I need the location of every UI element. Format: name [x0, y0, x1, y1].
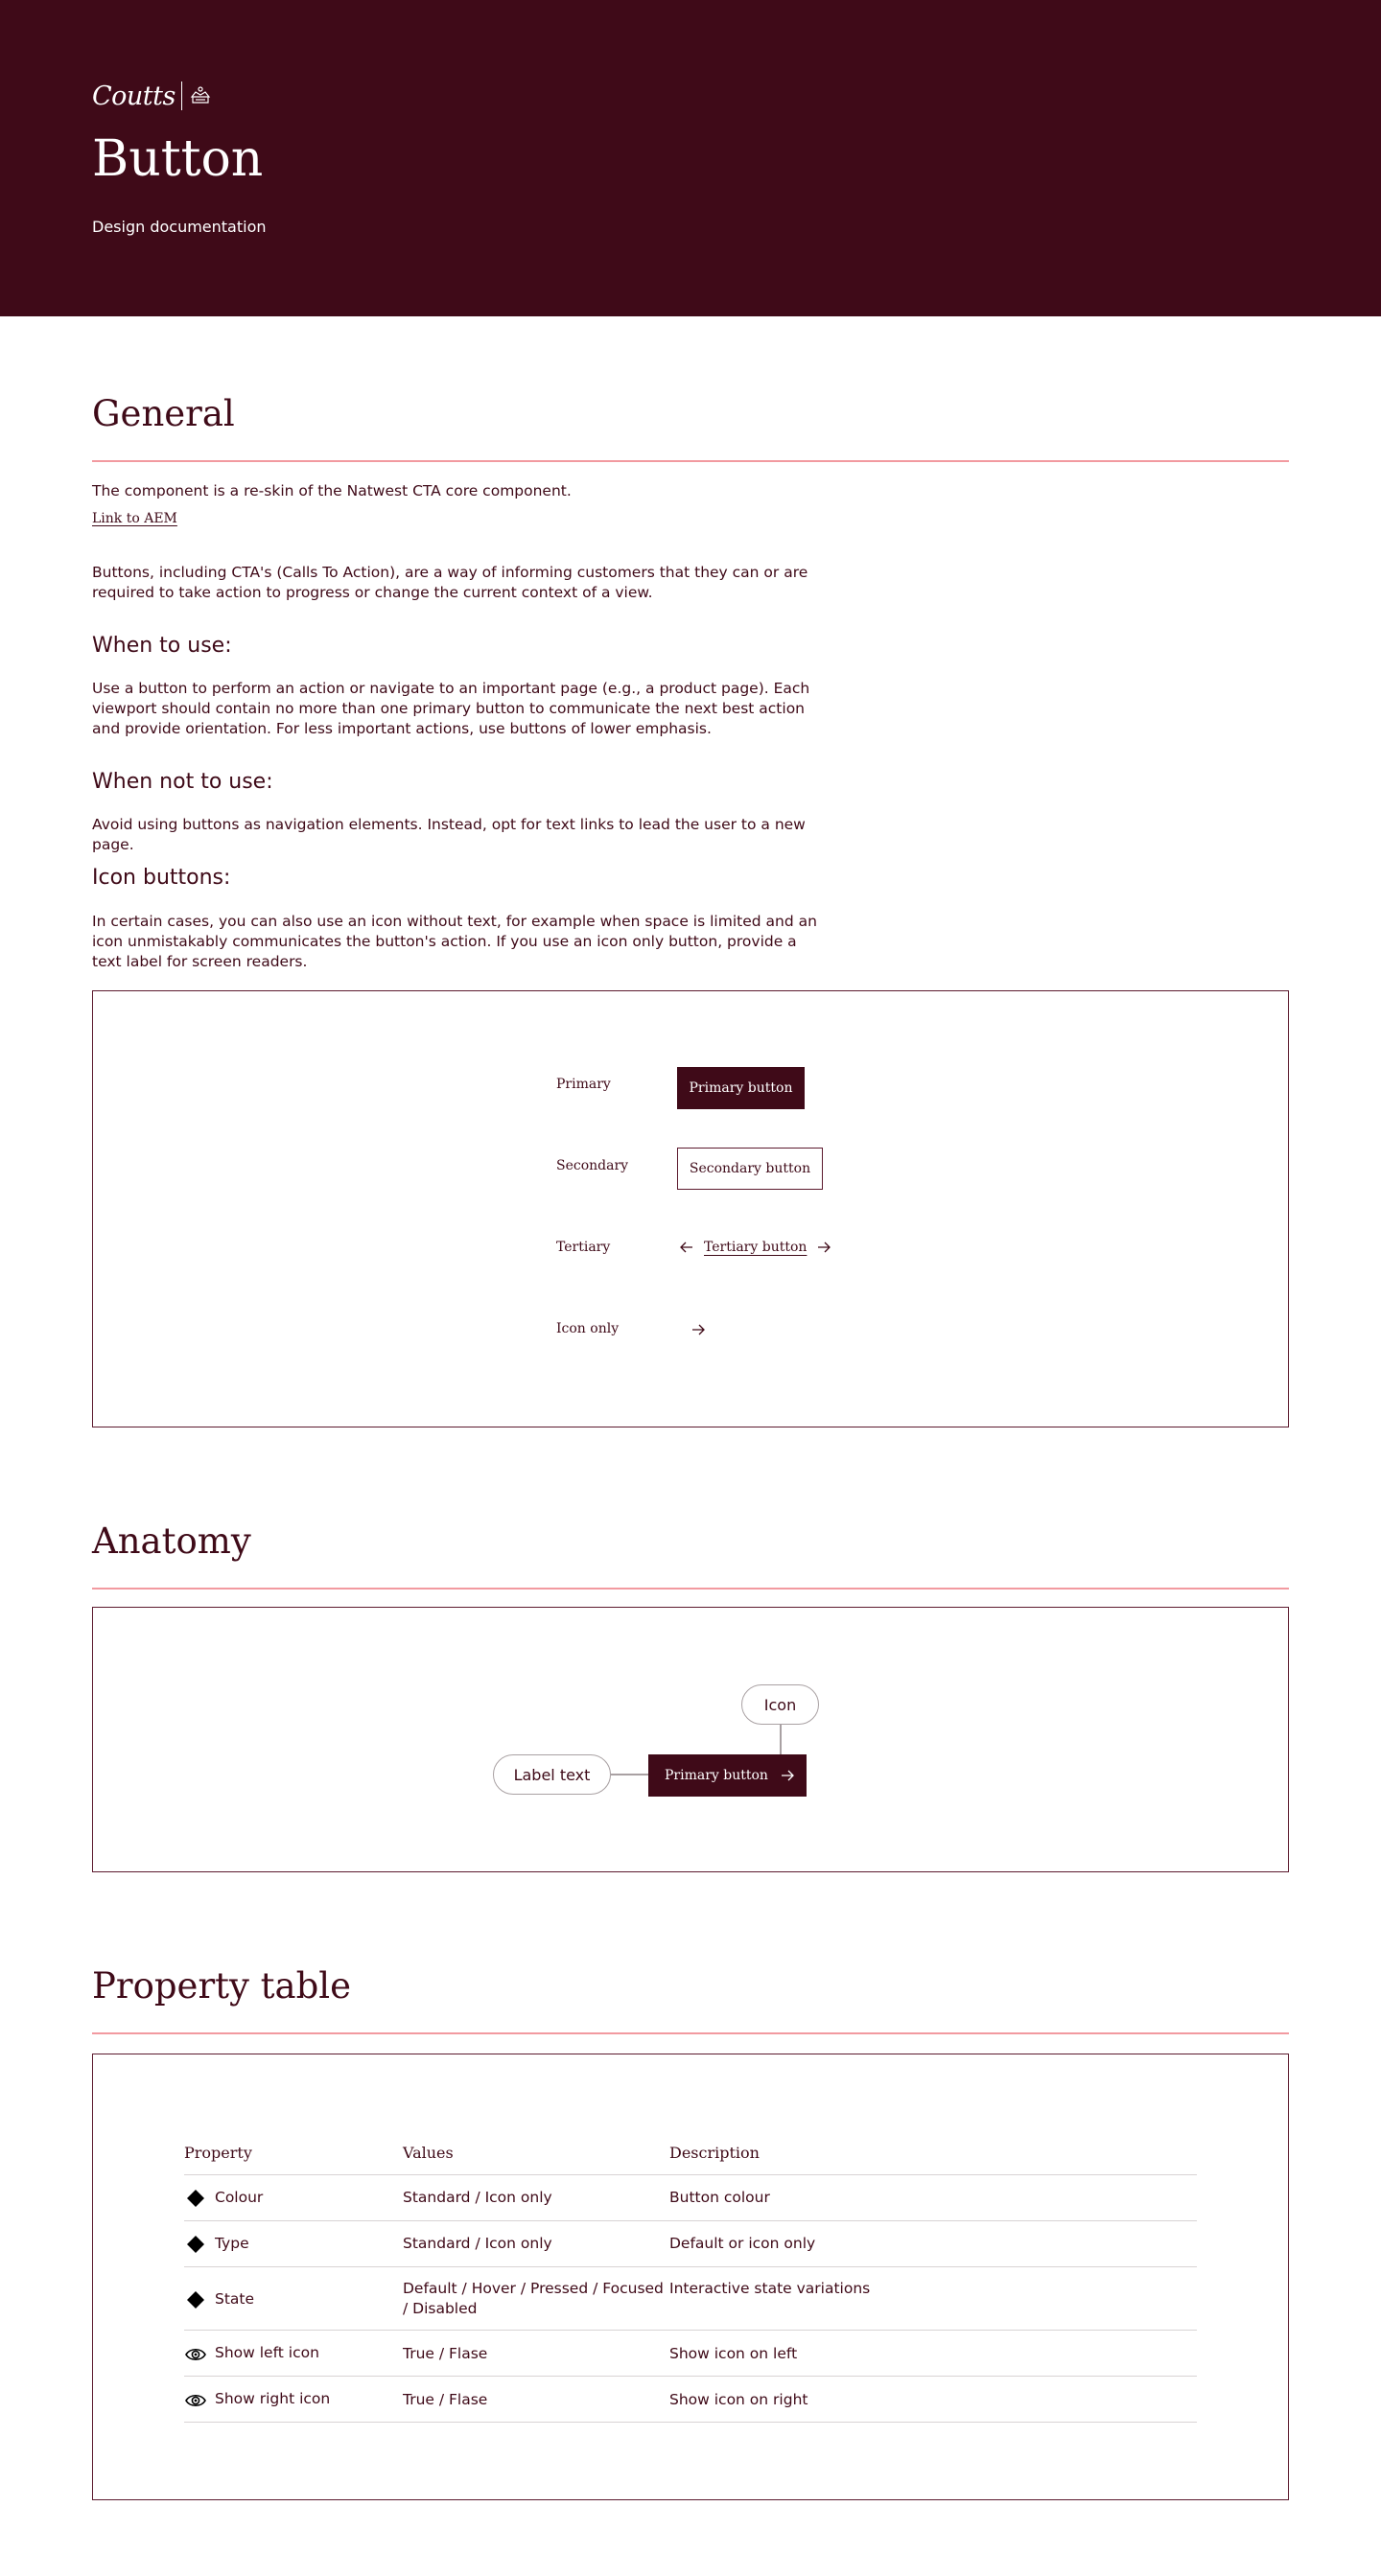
column-header-values: Values [403, 2144, 454, 2162]
table-row-divider [184, 2376, 1197, 2377]
table-cell-description: Default or icon only [669, 2235, 816, 2252]
table-cell-description: Interactive state variations [669, 2280, 871, 2297]
table-cell-property: State [215, 2290, 255, 2308]
section-divider [92, 2032, 1289, 2034]
property-table-panel [92, 2054, 1289, 2500]
when-to-use-text: Use a button to perform an action or navigate to an important page (e.g., a product page). Each viewport should contain no more than one primary button to communicate the next best action and provide orientation. For less important actions, use buttons of lower emphasis. [92, 680, 810, 737]
column-header-property: Property [184, 2144, 252, 2162]
hero-banner [0, 0, 1381, 316]
anatomy-panel [92, 1607, 1289, 1872]
table-cell-property: Show right icon [215, 2390, 331, 2407]
section-title-general: General [92, 393, 235, 434]
primary-button[interactable]: Primary button [677, 1067, 805, 1109]
icon-connector-line [780, 1725, 782, 1754]
when-to-use-heading: When to use: [92, 634, 232, 658]
intro-text: The component is a re-skin of the Natwest CTA core component. [92, 482, 572, 499]
section-divider [92, 1588, 1289, 1590]
anatomy-button-label: Primary button [665, 1768, 768, 1783]
tertiary-button[interactable] [679, 1240, 831, 1255]
crest-icon [188, 83, 213, 108]
aem-link[interactable]: Link to AEM [92, 511, 177, 526]
section-title-property-table: Property table [92, 1965, 352, 2007]
icon-only-example-label: Icon only [556, 1321, 620, 1336]
arrow-right-icon [780, 1768, 795, 1783]
brand-wordmark: Coutts [92, 81, 176, 111]
diamond-icon [186, 2235, 205, 2254]
eye-icon [185, 2345, 206, 2364]
icon-buttons-heading: Icon buttons: [92, 866, 231, 890]
when-not-to-use-heading: When not to use: [92, 770, 273, 794]
logo-divider [181, 81, 182, 110]
primary-example-label: Primary [556, 1077, 611, 1092]
table-row-divider [184, 2422, 1197, 2423]
arrow-left-icon [679, 1240, 694, 1255]
description-text: Buttons, including CTA's (Calls To Action), are a way of informing customers that they can or are required to take action to progress or change the current context of a view. [92, 564, 808, 601]
diamond-icon [186, 2189, 205, 2208]
anatomy-primary-button [648, 1754, 807, 1797]
table-cell-values: Standard / Icon only [403, 2189, 552, 2206]
secondary-example-label: Secondary [556, 1158, 629, 1173]
table-cell-values: True / Flase [403, 2345, 488, 2362]
page-title: Button [92, 130, 264, 188]
section-divider [92, 460, 1289, 462]
table-cell-values: Default / Hover / Pressed / Focused / Disabled [403, 2280, 664, 2317]
section-title-anatomy: Anatomy [92, 1520, 251, 1562]
arrow-right-icon [690, 1322, 706, 1337]
tertiary-button-label: Tertiary button [704, 1240, 808, 1255]
table-cell-description: Show icon on left [669, 2345, 798, 2362]
brand-logo[interactable] [92, 81, 213, 111]
label-connector-line [611, 1774, 648, 1775]
icon-only-button[interactable] [689, 1320, 708, 1339]
icon-callout: Icon [741, 1684, 819, 1725]
table-cell-property: Show left icon [215, 2344, 319, 2361]
when-not-to-use-text: Avoid using buttons as navigation elements. Instead, opt for text links to lead the user to a new page. [92, 816, 806, 853]
icon-buttons-text: In certain cases, you can also use an icon without text, for example when space is limited and an icon unmistakably communicates the button's action. If you use an icon only button, provide a text label for screen readers. [92, 913, 817, 970]
table-row-divider [184, 2174, 1197, 2175]
table-cell-property: Type [215, 2235, 249, 2252]
table-row-divider [184, 2220, 1197, 2221]
button-examples-panel [92, 990, 1289, 1427]
arrow-right-icon [816, 1240, 831, 1255]
eye-icon [185, 2391, 206, 2410]
table-cell-values: Standard / Icon only [403, 2235, 552, 2252]
tertiary-example-label: Tertiary [556, 1240, 611, 1255]
table-row-divider [184, 2330, 1197, 2331]
table-cell-description: Button colour [669, 2189, 770, 2206]
column-header-description: Description [669, 2144, 760, 2162]
page-subtitle: Design documentation [92, 218, 267, 236]
secondary-button[interactable]: Secondary button [677, 1148, 823, 1190]
table-cell-values: True / Flase [403, 2391, 488, 2408]
diamond-icon [186, 2290, 205, 2309]
table-cell-property: Colour [215, 2189, 264, 2206]
label-text-callout: Label text [493, 1754, 611, 1795]
table-row-divider [184, 2266, 1197, 2267]
table-cell-description: Show icon on right [669, 2391, 808, 2408]
